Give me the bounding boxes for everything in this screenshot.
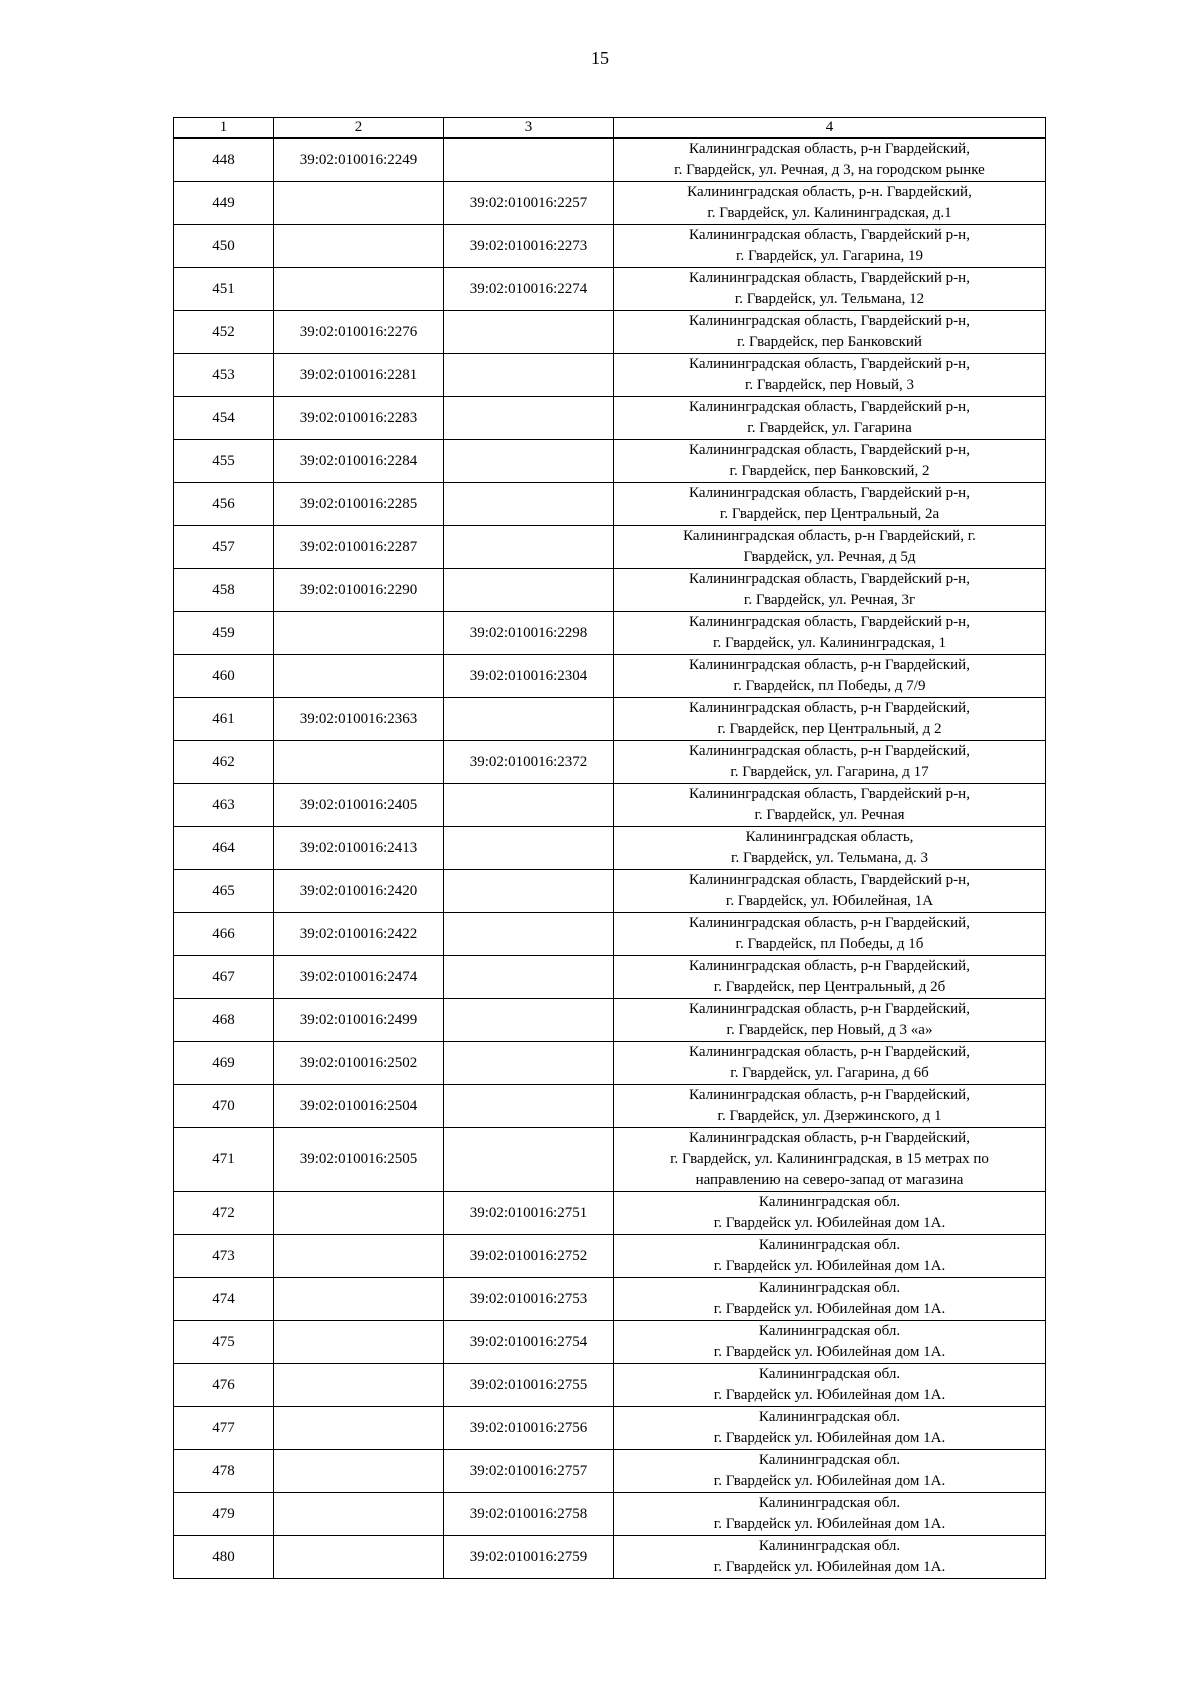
address-line: Калининградская область, р-н Гвардейский, [689,1130,970,1146]
address-line: г. Гвардейск, пер Новый, 3 [744,377,915,393]
row-number: 475 [174,1321,274,1364]
row-number: 462 [174,741,274,784]
cadastral-number-col3 [444,698,614,741]
address-line: г. Гвардейск, ул. Гагарина, 19 [736,248,923,264]
cadastral-number-col2: 39:02:010016:2504 [274,1085,444,1128]
address-line: г. Гвардейск, пер Новый, д 3 «а» [726,1022,933,1038]
address-line: Калининградская область, Гвардейский р-н, [689,571,970,587]
row-number: 478 [174,1450,274,1493]
row-number: 480 [174,1536,274,1579]
cadastral-number-col2 [274,741,444,784]
cadastral-number-col2: 39:02:010016:2249 [274,138,444,182]
address-cell [614,1278,1046,1321]
address-line: г. Гвардейск, пер Центральный, д 2 [717,721,942,737]
address-line: Калининградская область, р-н Гвардейский, [689,915,970,931]
cadastral-number-col3: 39:02:010016:2755 [444,1364,614,1407]
cadastral-number-col2 [274,1407,444,1450]
table-row [174,956,1046,999]
cadastral-number-col3: 39:02:010016:2752 [444,1235,614,1278]
row-number: 451 [174,268,274,311]
row-number: 479 [174,1493,274,1536]
table-row [174,1536,1046,1579]
address-cell [614,999,1046,1042]
table-row [174,569,1046,612]
address-line: г. Гвардейск, ул. Гагарина, д 6б [730,1065,929,1081]
cadastral-number-col2 [274,1321,444,1364]
header-col-1: 1 [174,118,274,139]
cadastral-number-col2 [274,268,444,311]
table-row [174,483,1046,526]
address-line: г. Гвардейск, ул. Тельмана, 12 [734,291,925,307]
address-line: г. Гвардейск, ул. Тельмана, д. 3 [731,850,928,866]
address-cell [614,1407,1046,1450]
table-row [174,913,1046,956]
cadastral-number-col3: 39:02:010016:2751 [444,1192,614,1235]
header-row [174,118,1046,139]
cadastral-number-col2: 39:02:010016:2276 [274,311,444,354]
row-number: 463 [174,784,274,827]
address-line: г. Гвардейск ул. Юбилейная дом 1А. [713,1516,946,1532]
table-row [174,311,1046,354]
cadastral-number-col2 [274,1278,444,1321]
table-row [174,1235,1046,1278]
cadastral-number-col2: 39:02:010016:2283 [274,397,444,440]
table-row [174,612,1046,655]
cadastral-number-col3 [444,827,614,870]
address-line: Калининградская область, р-н Гвардейский, [689,743,970,759]
address-line: Калининградская область, Гвардейский р-н, [689,485,970,501]
table-body [174,138,1046,1579]
address-cell [614,182,1046,225]
cadastral-number-col3 [444,440,614,483]
address-cell [614,698,1046,741]
address-line: г. Гвардейск, ул. Речная, 3г [743,592,916,608]
cadastral-number-col2: 39:02:010016:2405 [274,784,444,827]
cadastral-number-col3: 39:02:010016:2753 [444,1278,614,1321]
address-cell [614,1321,1046,1364]
address-line: г. Гвардейск, пер Центральный, 2а [719,506,940,522]
row-number: 450 [174,225,274,268]
cadastral-number-col3 [444,999,614,1042]
header-col-2: 2 [274,118,444,139]
address-line: направлению на северо-запад от магазина [695,1172,964,1188]
row-number: 454 [174,397,274,440]
address-cell [614,526,1046,569]
cadastral-number-col2 [274,225,444,268]
address-cell [614,311,1046,354]
address-cell [614,612,1046,655]
address-line: Калининградская обл. [758,1323,901,1339]
table-row [174,397,1046,440]
table-row [174,827,1046,870]
cadastral-number-col3: 39:02:010016:2754 [444,1321,614,1364]
address-line: Гвардейск, ул. Речная, д 5д [743,549,916,565]
row-number: 461 [174,698,274,741]
row-number: 468 [174,999,274,1042]
registry-table [173,117,1046,1579]
table-row [174,1042,1046,1085]
cadastral-number-col3 [444,870,614,913]
address-line: Калининградская обл. [758,1194,901,1210]
address-cell [614,138,1046,182]
cadastral-number-col2: 39:02:010016:2413 [274,827,444,870]
address-cell [614,1128,1046,1192]
cadastral-number-col3 [444,956,614,999]
cadastral-number-col2: 39:02:010016:2281 [274,354,444,397]
cadastral-number-col3: 39:02:010016:2759 [444,1536,614,1579]
address-line: Калининградская обл. [758,1366,901,1382]
cadastral-number-col2: 39:02:010016:2422 [274,913,444,956]
row-number: 452 [174,311,274,354]
row-number: 477 [174,1407,274,1450]
cadastral-number-col2: 39:02:010016:2499 [274,999,444,1042]
address-cell [614,956,1046,999]
cadastral-number-col2: 39:02:010016:2505 [274,1128,444,1192]
address-line: Калининградская область, р-н Гвардейский, [689,1001,970,1017]
cadastral-number-col3 [444,397,614,440]
row-number: 456 [174,483,274,526]
address-line: Калининградская область, р-н Гвардейский, [689,958,970,974]
cadastral-number-col3: 39:02:010016:2273 [444,225,614,268]
address-line: г. Гвардейск, ул. Калининградская, д.1 [707,205,952,221]
cadastral-number-col3 [444,913,614,956]
address-cell [614,1085,1046,1128]
address-cell [614,1042,1046,1085]
address-line: Калининградская область, р-н. Гвардейский, [687,184,972,200]
header-col-4: 4 [614,118,1046,139]
table-row [174,1450,1046,1493]
cadastral-number-col3 [444,311,614,354]
address-line: Калининградская область, Гвардейский р-н, [689,270,970,286]
address-line: г. Гвардейск, ул. Гагарина [747,420,912,436]
cadastral-number-col3 [444,354,614,397]
table-row [174,440,1046,483]
cadastral-number-col3: 39:02:010016:2274 [444,268,614,311]
address-cell [614,655,1046,698]
address-line: г. Гвардейск, ул. Юбилейная, 1А [725,893,934,909]
cadastral-number-col3 [444,569,614,612]
address-line: Калининградская область, [745,829,914,845]
table-row [174,741,1046,784]
row-number: 469 [174,1042,274,1085]
address-line: г. Гвардейск, ул. Калининградская, 1 [713,635,946,651]
address-line: Калининградская область, р-н Гвардейский, г. [683,528,976,544]
address-line: г. Гвардейск ул. Юбилейная дом 1А. [713,1215,946,1231]
address-line: Калининградская область, Гвардейский р-н, [689,399,970,415]
table-header [174,118,1046,139]
address-cell [614,913,1046,956]
cadastral-number-col2: 39:02:010016:2287 [274,526,444,569]
cadastral-number-col3: 39:02:010016:2372 [444,741,614,784]
address-cell [614,1364,1046,1407]
address-line: г. Гвардейск, ул. Речная, д 3, на городском рынке [674,162,985,178]
address-cell [614,870,1046,913]
address-cell [614,827,1046,870]
row-number: 449 [174,182,274,225]
address-line: Калининградская область, Гвардейский р-н, [689,442,970,458]
row-number: 453 [174,354,274,397]
table-row [174,138,1046,182]
cadastral-number-col2 [274,612,444,655]
address-line: г. Гвардейск, ул. Дзержинского, д 1 [717,1108,942,1124]
address-line: г. Гвардейск ул. Юбилейная дом 1А. [713,1301,946,1317]
address-cell [614,440,1046,483]
table-row [174,1364,1046,1407]
address-line: г. Гвардейск, ул. Калининградская, в 15 метрах по [670,1151,989,1167]
row-number: 458 [174,569,274,612]
address-line: г. Гвардейск, пл Победы, д 7/9 [733,678,926,694]
address-line: г. Гвардейск ул. Юбилейная дом 1А. [713,1559,946,1575]
address-cell [614,1235,1046,1278]
cadastral-number-col2: 39:02:010016:2502 [274,1042,444,1085]
cadastral-number-col3: 39:02:010016:2257 [444,182,614,225]
address-line: Калининградская обл. [758,1495,901,1511]
cadastral-number-col2 [274,655,444,698]
table-row [174,1493,1046,1536]
cadastral-number-col3: 39:02:010016:2756 [444,1407,614,1450]
address-line: Калининградская область, Гвардейский р-н, [689,614,970,630]
cadastral-number-col2 [274,1192,444,1235]
row-number: 459 [174,612,274,655]
address-line: Калининградская область, Гвардейский р-н, [689,356,970,372]
table-row [174,870,1046,913]
address-line: г. Гвардейск ул. Юбилейная дом 1А. [713,1430,946,1446]
address-line: г. Гвардейск ул. Юбилейная дом 1А. [713,1258,946,1274]
cadastral-number-col2 [274,1493,444,1536]
table-row [174,1321,1046,1364]
cadastral-number-col3 [444,1042,614,1085]
address-line: г. Гвардейск, ул. Речная [754,807,905,823]
address-line: Калининградская обл. [758,1280,901,1296]
address-line: Калининградская область, Гвардейский р-н, [689,872,970,888]
table-row [174,1128,1046,1192]
row-number: 448 [174,138,274,182]
address-line: г. Гвардейск, пер Банковский, 2 [729,463,930,479]
address-line: г. Гвардейск, пл Победы, д 1б [735,936,924,952]
row-number: 464 [174,827,274,870]
table-row [174,784,1046,827]
table-row [174,698,1046,741]
address-line: г. Гвардейск ул. Юбилейная дом 1А. [713,1344,946,1360]
cadastral-number-col2 [274,182,444,225]
row-number: 465 [174,870,274,913]
address-cell [614,483,1046,526]
table-row [174,1192,1046,1235]
row-number: 471 [174,1128,274,1192]
row-number: 467 [174,956,274,999]
table-row [174,354,1046,397]
table-row [174,655,1046,698]
cadastral-number-col2 [274,1536,444,1579]
cadastral-number-col2: 39:02:010016:2284 [274,440,444,483]
address-line: Калининградская область, р-н Гвардейский, [689,141,970,157]
cadastral-number-col2: 39:02:010016:2285 [274,483,444,526]
cadastral-number-col3 [444,526,614,569]
address-line: г. Гвардейск, ул. Гагарина, д 17 [730,764,929,780]
row-number: 476 [174,1364,274,1407]
address-cell [614,354,1046,397]
address-line: Калининградская область, р-н Гвардейский, [689,657,970,673]
row-number: 460 [174,655,274,698]
row-number: 470 [174,1085,274,1128]
address-cell [614,268,1046,311]
address-cell [614,397,1046,440]
table-row [174,1278,1046,1321]
cadastral-number-col3 [444,483,614,526]
address-line: Калининградская обл. [758,1538,901,1554]
table-row [174,999,1046,1042]
address-line: г. Гвардейск, пер Банковский [737,334,922,350]
table-row [174,526,1046,569]
row-number: 457 [174,526,274,569]
address-line: Калининградская область, р-н Гвардейский, [689,1044,970,1060]
row-number: 472 [174,1192,274,1235]
address-line: Калининградская область, р-н Гвардейский, [689,1087,970,1103]
cadastral-number-col3 [444,1128,614,1192]
address-cell [614,1192,1046,1235]
cadastral-number-col2: 39:02:010016:2420 [274,870,444,913]
address-cell [614,1493,1046,1536]
address-cell [614,784,1046,827]
cadastral-number-col3: 39:02:010016:2757 [444,1450,614,1493]
address-line: Калининградская обл. [758,1452,901,1468]
cadastral-number-col3: 39:02:010016:2298 [444,612,614,655]
cadastral-number-col3: 39:02:010016:2304 [444,655,614,698]
address-line: Калининградская обл. [758,1409,901,1425]
cadastral-number-col2 [274,1364,444,1407]
table-row [174,1407,1046,1450]
address-line: г. Гвардейск ул. Юбилейная дом 1А. [713,1387,946,1403]
table-row [174,225,1046,268]
cadastral-number-col2: 39:02:010016:2474 [274,956,444,999]
table-row [174,268,1046,311]
row-number: 466 [174,913,274,956]
address-line: г. Гвардейск ул. Юбилейная дом 1А. [713,1473,946,1489]
address-line: Калининградская обл. [758,1237,901,1253]
address-line: г. Гвардейск, пер Центральный, д 2б [713,979,946,995]
cadastral-number-col3 [444,1085,614,1128]
row-number: 455 [174,440,274,483]
table-row [174,182,1046,225]
page-number: 15 [591,48,609,68]
address-cell [614,1450,1046,1493]
cadastral-number-col2: 39:02:010016:2290 [274,569,444,612]
address-cell [614,225,1046,268]
address-cell [614,569,1046,612]
address-cell [614,1536,1046,1579]
row-number: 473 [174,1235,274,1278]
cadastral-number-col3: 39:02:010016:2758 [444,1493,614,1536]
cadastral-number-col2 [274,1235,444,1278]
address-line: Калининградская область, Гвардейский р-н, [689,786,970,802]
cadastral-number-col2 [274,1450,444,1493]
address-line: Калининградская область, Гвардейский р-н, [689,313,970,329]
address-line: Калининградская область, р-н Гвардейский, [689,700,970,716]
address-line: Калининградская область, Гвардейский р-н, [689,227,970,243]
cadastral-number-col3 [444,784,614,827]
address-cell [614,741,1046,784]
row-number: 474 [174,1278,274,1321]
header-col-3: 3 [444,118,614,139]
cadastral-number-col3 [444,138,614,182]
table-row [174,1085,1046,1128]
cadastral-number-col2: 39:02:010016:2363 [274,698,444,741]
